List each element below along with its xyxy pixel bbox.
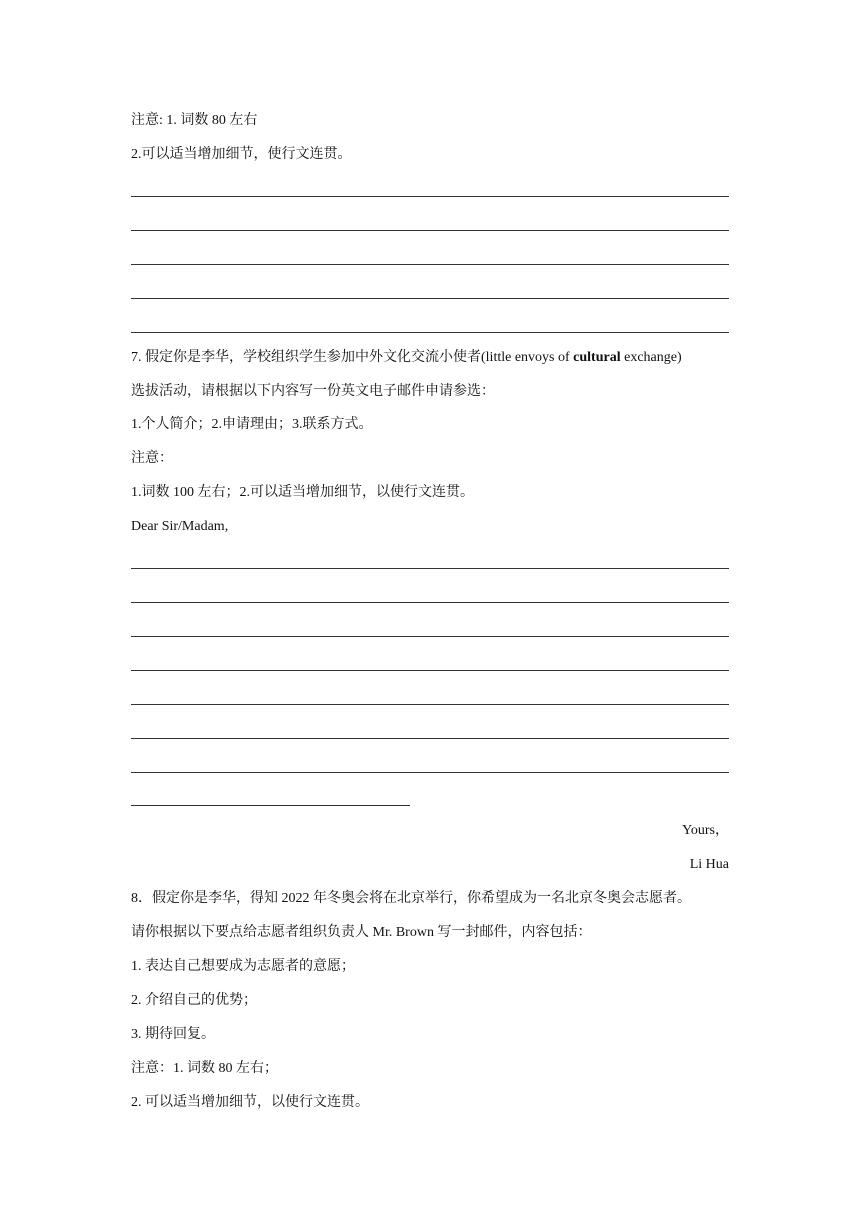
- q7-writing-line-7: [131, 772, 729, 773]
- q7-signature: Li Hua: [689, 857, 729, 872]
- q7-salutation: Dear Sir/Madam,: [131, 519, 229, 534]
- q8-prompt-line1: 8．假定你是李华，得知 2022 年冬奥会将在北京举行，你希望成为一名北京冬奥会志愿者。: [131, 891, 691, 906]
- q6-writing-line-4: [131, 298, 729, 299]
- q6-writing-line-1: [131, 196, 729, 197]
- q7-writing-line-4: [131, 670, 729, 671]
- q8-point-2: 2. 介绍自己的优势；: [131, 993, 257, 1008]
- q7-closing: Yours，: [682, 823, 729, 838]
- q8-prompt-line2: 请你根据以下要点给志愿者组织负责人 Mr. Brown 写一封邮件，内容包括：: [131, 925, 592, 940]
- q7-writing-line-5: [131, 704, 729, 705]
- q8-point-1: 1. 表达自己想要成为志愿者的意愿；: [131, 959, 355, 974]
- q7-prompt-part-b: exchange): [620, 350, 682, 365]
- q7-writing-line-8: [131, 805, 410, 806]
- q7-prompt-bold-word: cultural: [573, 350, 621, 365]
- q8-note-line1: 注意：1. 词数 80 左右；: [131, 1061, 278, 1076]
- q7-prompt-line1: [131, 348, 682, 368]
- q7-note-text: 1.词数 100 左右；2.可以适当增加细节，以使行文连贯。: [131, 485, 474, 500]
- q7-note-label: 注意：: [131, 451, 173, 466]
- q7-writing-line-3: [131, 636, 729, 637]
- q7-prompt-line2: 选拔活动，请根据以下内容写一份英文电子邮件申请参选：: [131, 384, 495, 399]
- q6-writing-line-2: [131, 230, 729, 231]
- q8-note-line2: 2. 可以适当增加细节，以使行文连贯。: [131, 1095, 369, 1110]
- q6-writing-line-3: [131, 264, 729, 265]
- q7-prompt-part-a: 7. 假定你是李华，学校组织学生参加中外文化交流小使者(little envoys of: [131, 350, 574, 365]
- q8-point-3: 3. 期待回复。: [131, 1027, 215, 1042]
- q6-note-line1: 注意: 1. 词数 80 左右: [131, 113, 258, 128]
- q6-writing-line-5: [131, 332, 729, 333]
- q6-note-line2: 2.可以适当增加细节，使行文连贯。: [131, 147, 352, 162]
- q7-writing-line-1: [131, 568, 729, 569]
- q7-writing-line-6: [131, 738, 729, 739]
- q7-writing-line-2: [131, 602, 729, 603]
- q7-points: 1.个人简介；2.申请理由；3.联系方式。: [131, 417, 373, 432]
